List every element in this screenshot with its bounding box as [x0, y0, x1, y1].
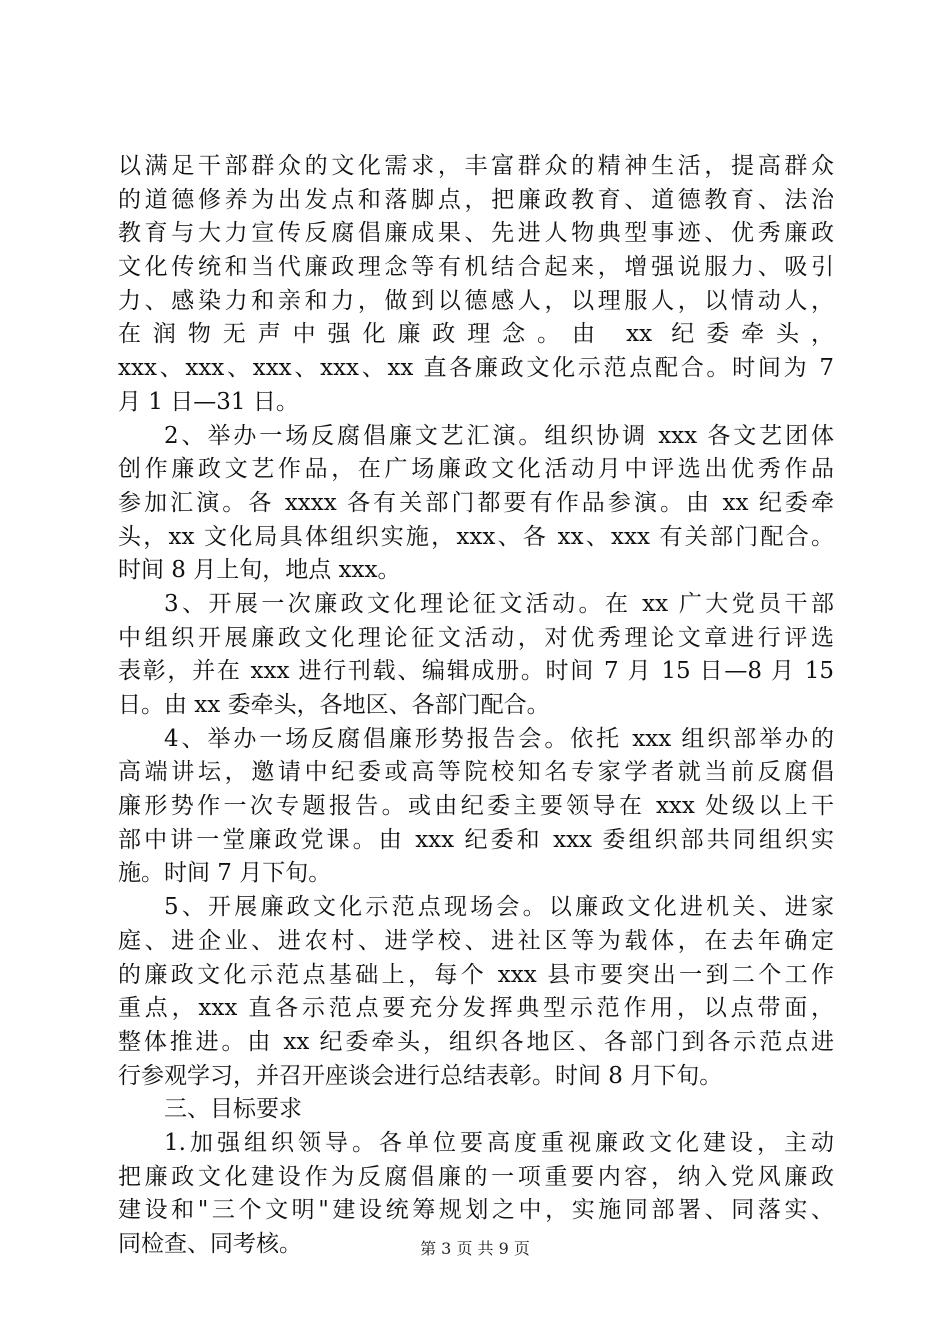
text-line: 施。时间 7 月下旬。: [118, 860, 332, 887]
text-line: 参加汇演。各 xxxx 各有关部门都要有作品参演。由 xx 纪委牵: [118, 489, 834, 516]
text-line: 创作廉政文艺作品，在广场廉政文化活动月中评选出优秀作品: [118, 456, 834, 483]
text-line: 头，xx 文化局具体组织实施，xxx、各 xx、xxx 有关部门配合。: [118, 523, 834, 550]
text-line: 中组织开展廉政文化理论征文活动，对优秀理论文章进行评选: [118, 624, 834, 651]
page-footer: 第 3 页 共 9 页: [420, 1239, 530, 1258]
text-line: 月 1 日—31 日。: [118, 388, 299, 415]
text-line: xxx、xxx、xxx、xxx、xx 直各廉政文化示范点配合。时间为 7: [118, 355, 834, 382]
text-line: 建设和"三个文明"建设统筹规划之中，实施同部署、同落实、: [118, 1197, 834, 1224]
text-line: 表彰，并在 xxx 进行刊载、编辑成册。时间 7 月 15 日—8 月 15: [118, 658, 834, 685]
paragraph-start-line: 1.加强组织领导。各单位要高度重视廉政文化建设，主动: [164, 1129, 834, 1156]
text-line: 在润物无声中强化廉政理念。由 xx 纪委牵头，: [118, 321, 834, 348]
text-line: 日。由 xx 委牵头，各地区、各部门配合。: [118, 692, 550, 718]
text-line: 重点，xxx 直各示范点要充分发挥典型示范作用，以点带面，: [118, 995, 834, 1022]
text-line: 庭、进企业、进农村、进学校、进社区等为载体，在去年确定: [118, 927, 834, 954]
text-line: 教育与大力宣传反腐倡廉成果、先进人物典型事迹、优秀廉政: [118, 220, 834, 247]
paragraph-start-line: 3、开展一次廉政文化理论征文活动。在 xx 广大党员干部: [164, 590, 834, 617]
text-line: 时间 8 月上旬，地点 xxx。: [118, 557, 401, 584]
text-line: 行参观学习，并召开座谈会进行总结表彰。时间 8 月下旬。: [118, 1062, 723, 1089]
text-line: 以满足干部群众的文化需求，丰富群众的精神生活，提高群众: [118, 153, 834, 179]
text-line: 的道德修养为出发点和落脚点，把廉政教育、道德教育、法治: [118, 186, 834, 213]
paragraph-start-line: 4、举办一场反腐倡廉形势报告会。依托 xxx 组织部举办的: [164, 725, 834, 752]
text-line: 同检查、同考核。: [118, 1231, 302, 1257]
body-text: [118, 150, 834, 1262]
section-heading: 三、目标要求: [164, 1096, 302, 1123]
paragraph-start-line: 5、开展廉政文化示范点现场会。以廉政文化进机关、进家: [164, 894, 834, 921]
text-line: 整体推进。由 xx 纪委牵头，组织各地区、各部门到各示范点进: [118, 1028, 834, 1055]
text-line: 把廉政文化建设作为反腐倡廉的一项重要内容，纳入党风廉政: [118, 1163, 834, 1190]
text-line: 廉形势作一次专题报告。或由纪委主要领导在 xxx 处级以上干: [118, 793, 834, 820]
text-line: 高端讲坛，邀请中纪委或高等院校知名专家学者就当前反腐倡: [118, 759, 834, 786]
text-line: 的廉政文化示范点基础上，每个 xxx 县市要突出一到二个工作: [118, 961, 834, 988]
text-line: 力、感染力和亲和力，做到以德感人，以理服人，以情动人，: [118, 287, 834, 314]
paragraph-start-line: 2、举办一场反腐倡廉文艺汇演。组织协调 xxx 各文艺团体: [164, 422, 834, 449]
text-line: 部中讲一堂廉政党课。由 xxx 纪委和 xxx 委组织部共同组织实: [118, 826, 834, 853]
text-line: 文化传统和当代廉政理念等有机结合起来，增强说服力、吸引: [118, 254, 834, 281]
